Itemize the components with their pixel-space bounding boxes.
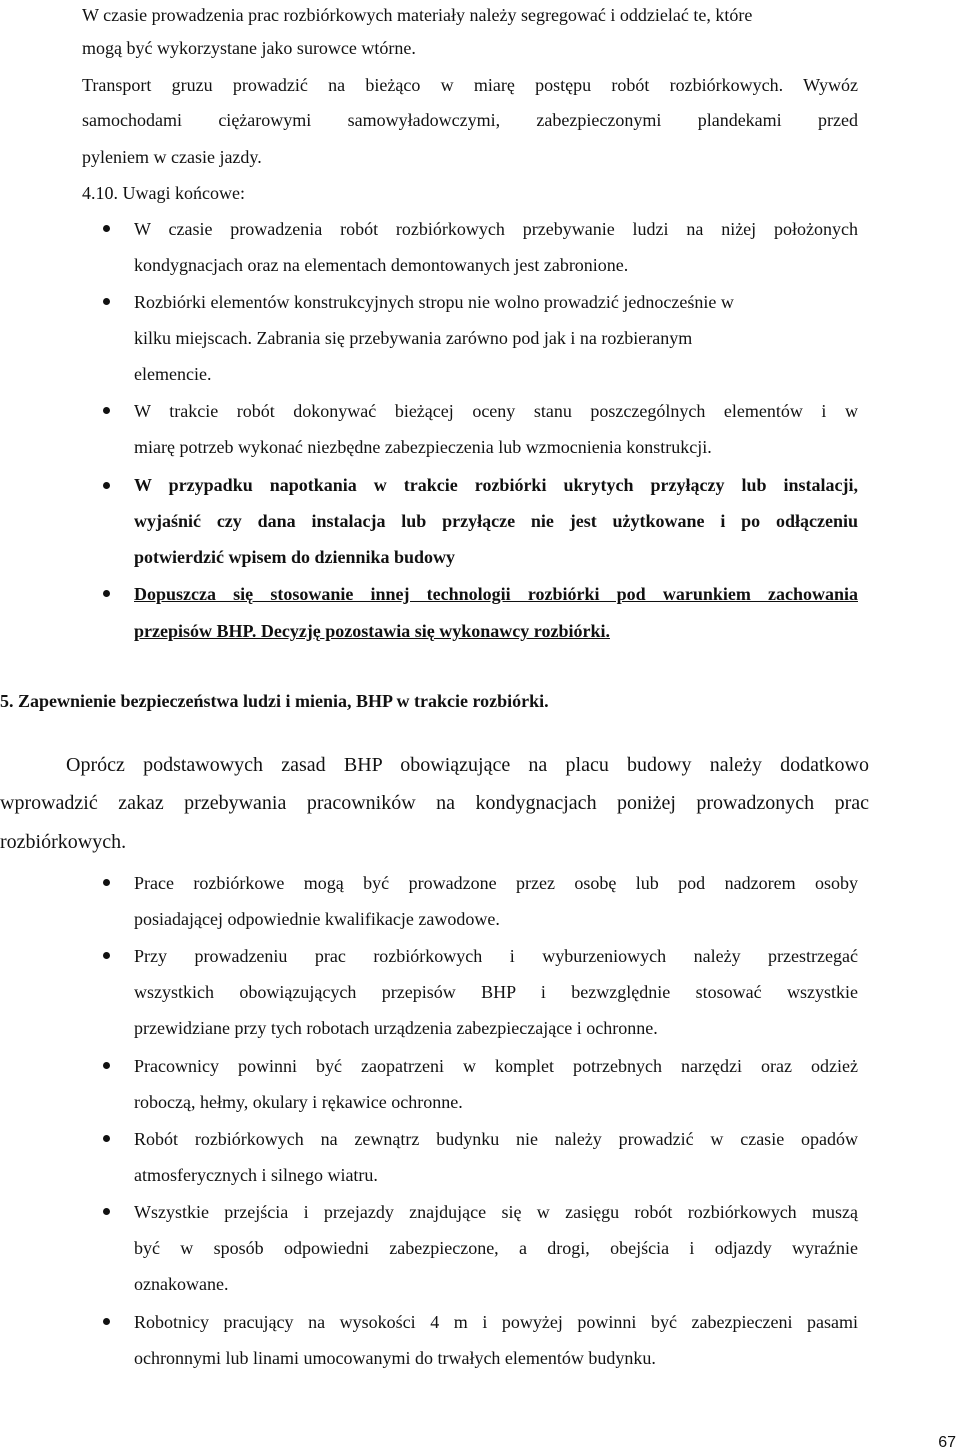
s5-para-line2: wprowadzić zakaz przebywania pracowników na kondygnacjach poniżej prowadzonych prac xyxy=(0,792,869,814)
section-5-heading: 5. Zapewnienie bezpieczeństwa ludzi i mienia, BHP w trakcie rozbiórki. xyxy=(0,691,549,711)
intro-line-1: W czasie prowadzenia prac rozbiórkowych materiały należy segregować i oddzielać te, które xyxy=(82,5,753,25)
s5-item3-line1: Pracownicy powinni być zaopatrzeni w komplet potrzebnych narzędzi oraz odzież xyxy=(134,1056,858,1076)
s5-item1-line2: posiadającej odpowiednie kwalifikacje zawodowe. xyxy=(134,909,500,929)
s5-item4-line2: atmosferycznych i silnego wiatru. xyxy=(134,1165,378,1185)
bullet-icon xyxy=(103,407,110,414)
s410-item2-line3: elemencie. xyxy=(134,364,212,384)
s410-item2-line2: kilku miejscach. Zabrania się przebywania zarówno pod jak i na rozbieranym xyxy=(134,328,693,348)
s5-item5-line3: oznakowane. xyxy=(134,1274,229,1294)
intro-line-3: Transport gruzu prowadzić na bieżąco w miarę postępu robót rozbiórkowych. Wywóz xyxy=(82,75,858,95)
intro-line-2: mogą być wykorzystane jako surowce wtórne. xyxy=(82,38,416,58)
bullet-icon xyxy=(103,482,110,489)
bullet-icon xyxy=(103,879,110,886)
s5-item4-line1: Robót rozbiórkowych na zewnątrz budynku nie należy prowadzić w czasie opadów xyxy=(134,1129,858,1149)
s410-item1-line2: kondygnacjach oraz na elementach demontowanych jest zabronione. xyxy=(134,255,629,275)
bullet-icon xyxy=(103,298,110,305)
s410-item4-line2: wyjaśnić czy dana instalacja lub przyłącze nie jest użytkowane i po odłączeniu xyxy=(134,511,858,531)
s410-item3-line2: miarę potrzeb wykonać niezbędne zabezpieczenia lub wzmocnienia konstrukcji. xyxy=(134,437,712,457)
intro-line-5: pyleniem w czasie jazdy. xyxy=(82,147,262,167)
page-number: 67 xyxy=(938,1434,956,1451)
s5-item5-line2: być w sposób odpowiedni zabezpieczone, a drogi, obejścia i odjazdy wyraźnie xyxy=(134,1238,858,1258)
s5-item6-line1: Robotnicy pracujący na wysokości 4 m i powyżej powinni być zabezpieczeni pasami xyxy=(134,1312,858,1332)
bullet-icon xyxy=(103,1208,110,1215)
bullet-icon xyxy=(103,952,110,959)
bullet-icon xyxy=(103,1062,110,1069)
section-410-heading: 4.10. Uwagi końcowe: xyxy=(82,183,245,203)
s410-item4-line1: W przypadku napotkania w trakcie rozbiórki ukrytych przyłączy lub instalacji, xyxy=(134,475,858,495)
intro-line-4: samochodami ciężarowymi samowyładowczymi, zabezpieczonymi plandekami przed xyxy=(82,110,858,130)
bullet-icon xyxy=(103,590,110,597)
s410-item5-line1: Dopuszcza się stosowanie innej technologii rozbiórki pod warunkiem zachowania xyxy=(134,584,858,604)
s5-item2-line3: przewidziane przy tych robotach urządzenia zabezpieczające i ochronne. xyxy=(134,1018,658,1038)
s410-item2-line1: Rozbiórki elementów konstrukcyjnych stropu nie wolno prowadzić jednocześnie w xyxy=(134,292,734,312)
s5-item1-line1: Prace rozbiórkowe mogą być prowadzone przez osobę lub pod nadzorem osoby xyxy=(134,873,858,893)
s410-item3-line1: W trakcie robót dokonywać bieżącej oceny stanu poszczególnych elementów i w xyxy=(134,401,858,421)
s410-item1-line1: W czasie prowadzenia robót rozbiórkowych przebywanie ludzi na niżej położonych xyxy=(134,219,858,239)
s410-item5-line2: przepisów BHP. Decyzję pozostawia się wykonawcy rozbiórki. xyxy=(134,621,610,641)
s5-item2-line1: Przy prowadzeniu prac rozbiórkowych i wyburzeniowych należy przestrzegać xyxy=(134,946,858,966)
s5-para-line1: Oprócz podstawowych zasad BHP obowiązujące na placu budowy należy dodatkowo xyxy=(66,754,869,776)
bullet-icon xyxy=(103,1318,110,1325)
s5-para-line3: rozbiórkowych. xyxy=(0,831,127,853)
bullet-icon xyxy=(103,225,110,232)
s5-item3-line2: roboczą, hełmy, okulary i rękawice ochronne. xyxy=(134,1092,463,1112)
s5-item6-line2: ochronnymi lub linami umocowanymi do trwałych elementów budynku. xyxy=(134,1348,656,1368)
s410-item4-line3: potwierdzić wpisem do dziennika budowy xyxy=(134,547,456,567)
bullet-icon xyxy=(103,1135,110,1142)
s5-item2-line2: wszystkich obowiązujących przepisów BHP i bezwzględnie stosować wszystkie xyxy=(134,982,858,1002)
s5-item5-line1: Wszystkie przejścia i przejazdy znajdujące się w zasięgu robót rozbiórkowych muszą xyxy=(134,1202,858,1222)
